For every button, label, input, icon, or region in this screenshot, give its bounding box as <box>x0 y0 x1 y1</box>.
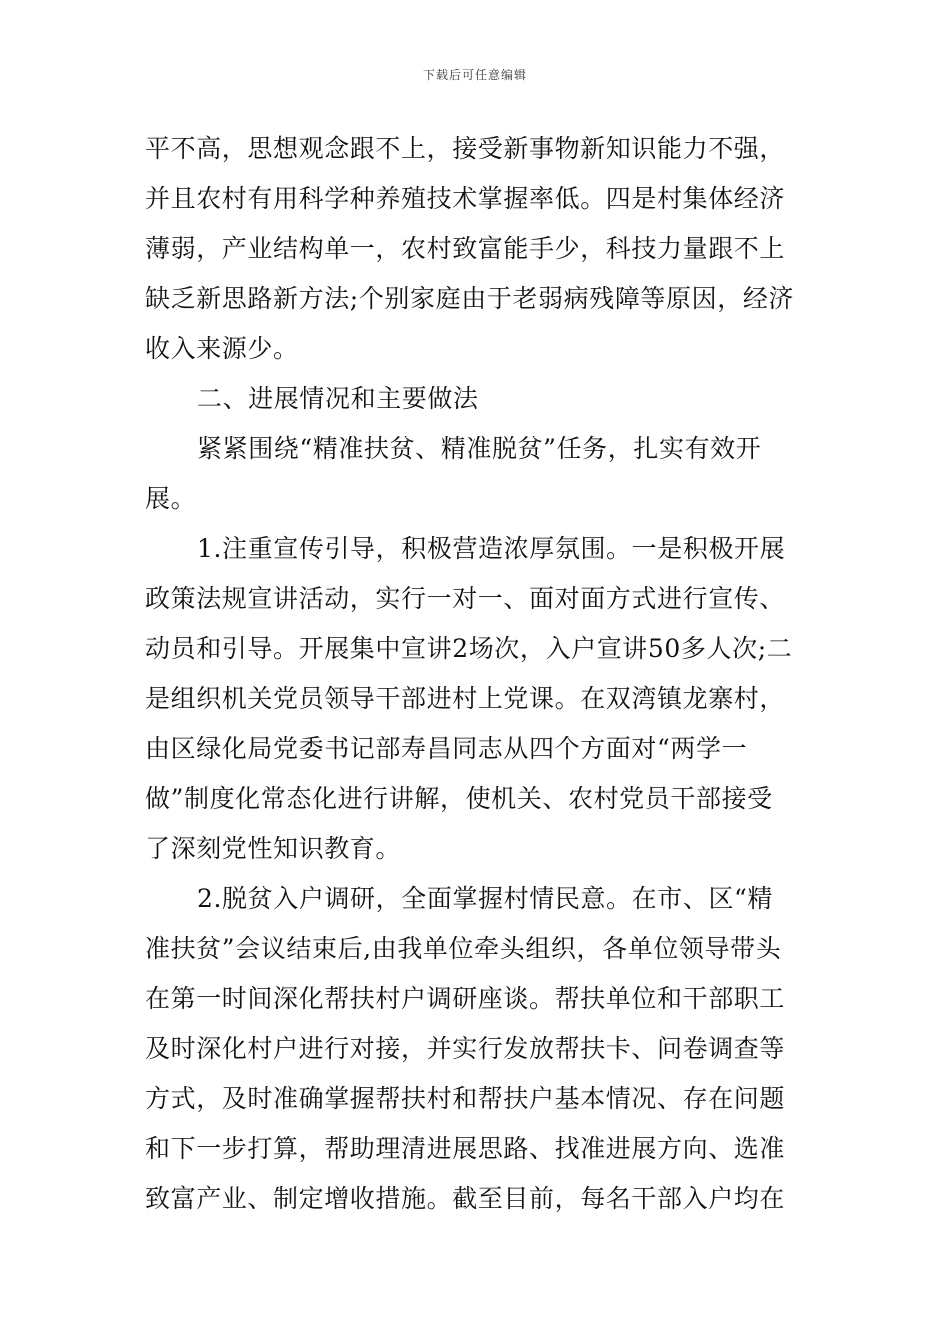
text-line: 了深刻党性知识教育。 <box>145 834 402 863</box>
text-line: 致富产业、制定增收措施。截至目前，每名干部入户均在 <box>145 1184 786 1213</box>
text-line: 二、进展情况和主要做法 <box>197 384 479 413</box>
text-line: 2.脱贫入户调研，全面掌握村情民意。在市、区“精 <box>197 884 774 913</box>
text-line: 紧紧围绕“精准扶贫、精准脱贫”任务，扎实有效开 <box>197 434 762 463</box>
text-line: 是组织机关党员领导干部进村上党课。在双湾镇龙寨村， <box>145 684 786 713</box>
text-line: 方式，及时准确掌握帮扶村和帮扶户基本情况、存在问题 <box>145 1084 786 1113</box>
text-line: 1.注重宣传引导，积极营造浓厚氛围。一是积极开展 <box>197 534 786 563</box>
text-line: 做”制度化常态化进行讲解，使机关、农村党员干部接受 <box>145 784 773 813</box>
text-line: 及时深化村户进行对接，并实行发放帮扶卡、问卷调查等 <box>145 1034 786 1063</box>
body-text <box>145 124 809 1224</box>
header-note: 下载后可任意编辑 <box>422 68 527 82</box>
text-line: 在第一时间深化帮扶村户调研座谈。帮扶单位和干部职工 <box>145 984 786 1013</box>
text-line: 和下一步打算，帮助理清进展思路、找准进展方向、选准 <box>145 1134 786 1163</box>
text-line: 平不高，思想观念跟不上，接受新事物新知识能力不强， <box>145 134 786 163</box>
text-line: 收入来源少。 <box>145 334 299 363</box>
text-line: 动员和引导。开展集中宣讲2场次，入户宣讲50多人次;二 <box>145 634 793 663</box>
text-line: 并且农村有用科学种养殖技术掌握率低。四是村集体经济 <box>145 184 786 213</box>
text-line: 展。 <box>145 484 197 513</box>
text-line: 薄弱，产业结构单一，农村致富能手少，科技力量跟不上 <box>145 234 786 263</box>
text-line: 缺乏新思路新方法;个别家庭由于老弱病残障等原因，经济 <box>145 284 795 313</box>
text-line: 政策法规宣讲活动，实行一对一、面对面方式进行宣传、 <box>145 584 786 613</box>
text-line: 由区绿化局党委书记部寿昌同志从四个方面对“两学一 <box>145 734 748 763</box>
text-line: 准扶贫”会议结束后,由我单位牵头组织，各单位领导带头 <box>145 934 782 963</box>
